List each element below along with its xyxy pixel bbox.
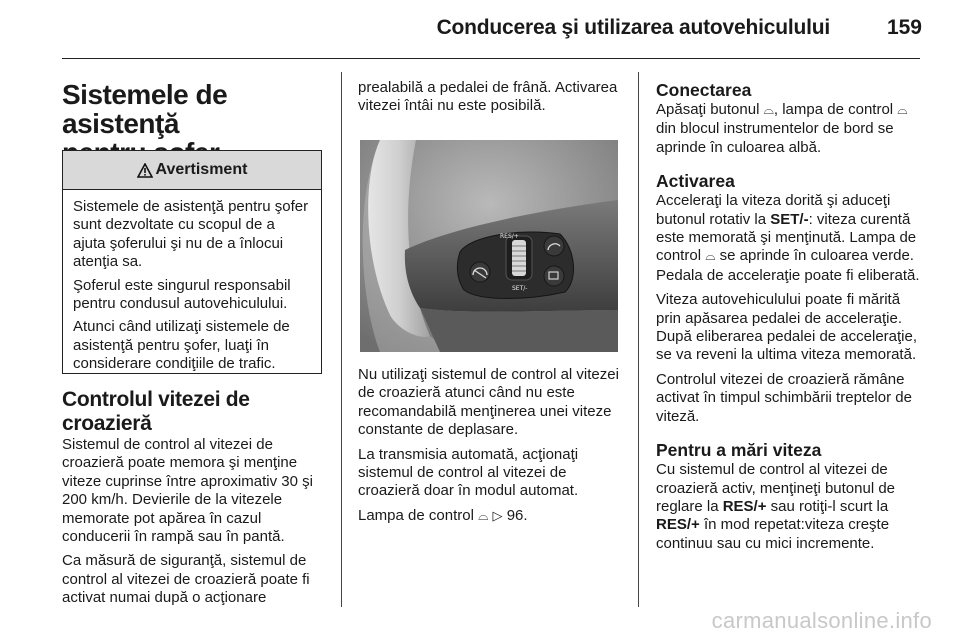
- heading-connect: Conectarea: [656, 80, 752, 100]
- warning-paragraph: Sistemele de asistenţă pentru şofer sunt dezvoltate cu scopul de a ajuta şoferului şi nu de a înlocui atenţia sa.: [73, 198, 309, 271]
- warning-triangle-icon: [137, 163, 153, 178]
- paragraph: Viteza autovehiculului poate fi mărită prin apăsarea pedalei de acceleraţie. După eliberarea pedalei de acceleraţie, se va reveni la ultima viteza memorată.: [656, 291, 918, 364]
- paragraph: La transmisia automată, acţionaţi sistemul de control al vitezei de croazieră doar în modul automat.: [358, 445, 579, 500]
- column-2-top: [358, 79, 620, 122]
- header-rule: [62, 58, 920, 59]
- section-title: Sistemele de asistenţă: [62, 79, 228, 139]
- set-label: SET/-: [512, 285, 528, 292]
- paragraph: Sistemul de control al vitezei de croazieră poate memora şi menţine viteze cuprinse între aproximativ 30 şi 200 km/h. Devierile de la vitezele memorate pot apărea în cazul conducerii în rampă sau în pantă.: [62, 436, 313, 546]
- column-3: [656, 80, 922, 559]
- cruise-control-lamp-icon: ⌓: [478, 508, 489, 524]
- page-number: 159: [886, 16, 922, 39]
- paragraph: Ca măsură de siguranţă, sistemul de control al vitezei de croazieră poate fi activat numai după o acţionare: [62, 552, 310, 607]
- steering-wheel-illustration: [360, 140, 618, 352]
- steering-wheel-photo: [360, 140, 618, 352]
- warning-paragraph: Atunci când utilizaţi sistemele de asistenţă pentru şofer, luaţi în considerare condiţiile de trafic.: [73, 318, 290, 373]
- paragraph: Controlul vitezei de croazieră rămâne activat în timpul schimbării treptelor de viteză.: [656, 370, 912, 425]
- paragraph-activate: Acceleraţi la viteza dorită şi aduceţi butonul rotativ la SET/-: viteza curentă este memorată şi menţinută. Lampa de control ⌓ se aprinde în culoarea verde. Pedala de acceleraţie poate fi eliberată.: [656, 192, 920, 284]
- column-divider-2: [638, 72, 639, 607]
- cruise-control-section: [62, 388, 332, 614]
- subsection-title: Controlul vitezei de croazieră: [62, 388, 250, 435]
- cruise-control-lamp-icon: ⌓: [705, 249, 716, 265]
- paragraph: prealabilă a pedalei de frână. Activarea vitezei întâi nu este posibilă.: [358, 79, 618, 115]
- warning-box: [62, 150, 322, 374]
- paragraph-increase-speed: Cu sistemul de control al vitezei de croazieră activ, menţineţi butonul de reglare la RES/+ sau rotiţi-l scurt la RES/+ în mod repetat:viteza creşte continuu sau cu mici incremente.: [656, 461, 896, 552]
- cruise-control-button-icon: ⌓: [763, 103, 774, 118]
- warning-paragraph: Şoferul este singurul responsabil pentru condusul autovehiculului.: [73, 276, 291, 313]
- paragraph: Nu utilizaţi sistemul de control al vitezei de croazieră atunci când nu este recomandabilă menţinerea unei viteze constante de deplasare.: [358, 366, 619, 439]
- warning-body: [63, 190, 321, 374]
- column-divider-1: [341, 72, 342, 607]
- paragraph-connect: Apăsaţi butonul ⌓, lampa de control ⌓ din blocul instrumentelor de bord se aprinde în culoarea albă.: [656, 101, 908, 156]
- paragraph-control-lamp: Lampa de control ⌓ ▷ 96.: [358, 506, 528, 524]
- warning-header: [63, 151, 321, 190]
- warning-title: Avertisment: [155, 161, 248, 178]
- res-label: RES/+: [500, 233, 519, 240]
- heading-increase-speed: Pentru a mări viteza: [656, 440, 822, 461]
- page-reference[interactable]: 96.: [506, 506, 528, 524]
- heading-activate: Activarea: [656, 171, 735, 192]
- running-header-title: Conducerea şi utilizarea autovehiculului: [436, 16, 830, 39]
- watermark: carmanualsonline.info: [711, 608, 932, 633]
- column-2-bottom: [358, 366, 620, 532]
- page-reference-arrow-icon: ▷: [492, 508, 503, 524]
- cruise-control-lamp-icon: ⌓: [897, 103, 908, 118]
